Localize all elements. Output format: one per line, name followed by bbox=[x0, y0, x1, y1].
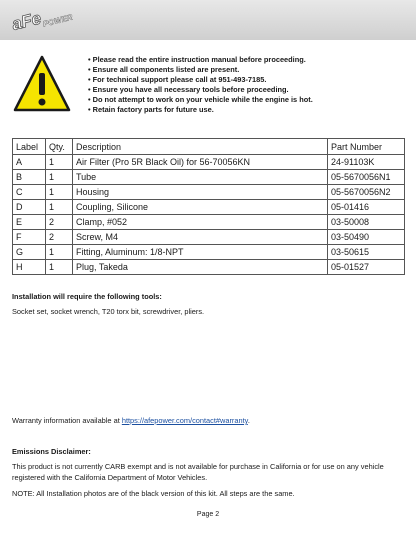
cell-label: C bbox=[13, 185, 46, 200]
cell-label: E bbox=[13, 215, 46, 230]
cell-description: Fitting, Aluminum: 1/8-NPT bbox=[73, 245, 328, 260]
cell-qty: 1 bbox=[46, 260, 73, 275]
cell-description: Tube bbox=[73, 170, 328, 185]
warning-item: • For technical support please call at 951-493-7185. bbox=[88, 75, 313, 85]
cell-description: Housing bbox=[73, 185, 328, 200]
cell-qty: 1 bbox=[46, 200, 73, 215]
cell-label: D bbox=[13, 200, 46, 215]
tools-heading: Installation will require the following tools: bbox=[12, 292, 162, 301]
cell-description: Plug, Takeda bbox=[73, 260, 328, 275]
page-number: Page 2 bbox=[196, 511, 220, 518]
warning-triangle-icon bbox=[12, 54, 72, 114]
warranty-suffix: . bbox=[247, 416, 250, 425]
table-row bbox=[13, 185, 405, 200]
cell-part-number: 05-5670056N1 bbox=[328, 170, 405, 185]
table-row bbox=[13, 155, 405, 170]
warning-item: • Do not attempt to work on your vehicle while the engine is hot. bbox=[88, 95, 313, 105]
cell-label: F bbox=[13, 230, 46, 245]
table-row bbox=[13, 200, 405, 215]
cell-label: H bbox=[13, 260, 46, 275]
parts-table bbox=[12, 138, 405, 275]
table-header-row bbox=[13, 139, 405, 155]
cell-part-number: 03-50008 bbox=[328, 215, 405, 230]
warning-item: • Retain factory parts for future use. bbox=[88, 105, 313, 115]
cell-label: G bbox=[13, 245, 46, 260]
emissions-heading: Emissions Disclaimer: bbox=[12, 447, 91, 456]
column-header-description: Description bbox=[73, 139, 328, 155]
warning-item: • Ensure all components listed are present. bbox=[88, 65, 313, 75]
cell-qty: 1 bbox=[46, 170, 73, 185]
cell-part-number: 05-01527 bbox=[328, 260, 405, 275]
svg-text:aFe: aFe bbox=[9, 8, 44, 34]
warranty-link[interactable]: https://afepower.com/contact#warranty bbox=[121, 416, 248, 425]
svg-text:POWER: POWER bbox=[42, 12, 74, 29]
cell-qty: 1 bbox=[46, 155, 73, 170]
cell-part-number: 24-91103K bbox=[328, 155, 405, 170]
cell-description: Screw, M4 bbox=[73, 230, 328, 245]
table-row bbox=[13, 215, 405, 230]
warning-item: • Please read the entire instruction manual before proceeding. bbox=[88, 55, 313, 65]
header-bar bbox=[0, 0, 416, 40]
table-row bbox=[13, 230, 405, 245]
installation-note: NOTE: All Installation photos are of the black version of this kit. All steps are the same. bbox=[12, 489, 295, 498]
cell-qty: 2 bbox=[46, 215, 73, 230]
cell-description: Coupling, Silicone bbox=[73, 200, 328, 215]
column-header-qty: Qty. bbox=[46, 139, 73, 155]
table-row bbox=[13, 170, 405, 185]
cell-label: B bbox=[13, 170, 46, 185]
cell-qty: 1 bbox=[46, 185, 73, 200]
cell-part-number: 05-5670056N2 bbox=[328, 185, 405, 200]
cell-qty: 2 bbox=[46, 230, 73, 245]
column-header-label: Label bbox=[13, 139, 46, 155]
cell-qty: 1 bbox=[46, 245, 73, 260]
warning-list bbox=[88, 55, 313, 115]
column-header-part-number: Part Number bbox=[328, 139, 405, 155]
cell-part-number: 03-50615 bbox=[328, 245, 405, 260]
warranty-prefix: Warranty information available at bbox=[12, 416, 122, 425]
tools-list-text: Socket set, socket wrench, T20 torx bit, screwdriver, pliers. bbox=[12, 307, 205, 316]
cell-description: Clamp, #052 bbox=[73, 215, 328, 230]
warning-item: • Ensure you have all necessary tools before proceeding. bbox=[88, 85, 313, 95]
cell-part-number: 05-01416 bbox=[328, 200, 405, 215]
emissions-disclaimer-text: This product is not currently CARB exempt and is not available for purchase in California or for use on any vehicle registered with the California Department of Motor Vehicles. bbox=[12, 462, 384, 482]
table-row bbox=[13, 245, 405, 260]
table-row bbox=[13, 260, 405, 275]
afe-power-logo bbox=[8, 6, 76, 34]
cell-description: Air Filter (Pro 5R Black Oil) for 56-70056KN bbox=[73, 155, 328, 170]
cell-label: A bbox=[13, 155, 46, 170]
cell-part-number: 03-50490 bbox=[328, 230, 405, 245]
warranty-line bbox=[12, 416, 250, 425]
